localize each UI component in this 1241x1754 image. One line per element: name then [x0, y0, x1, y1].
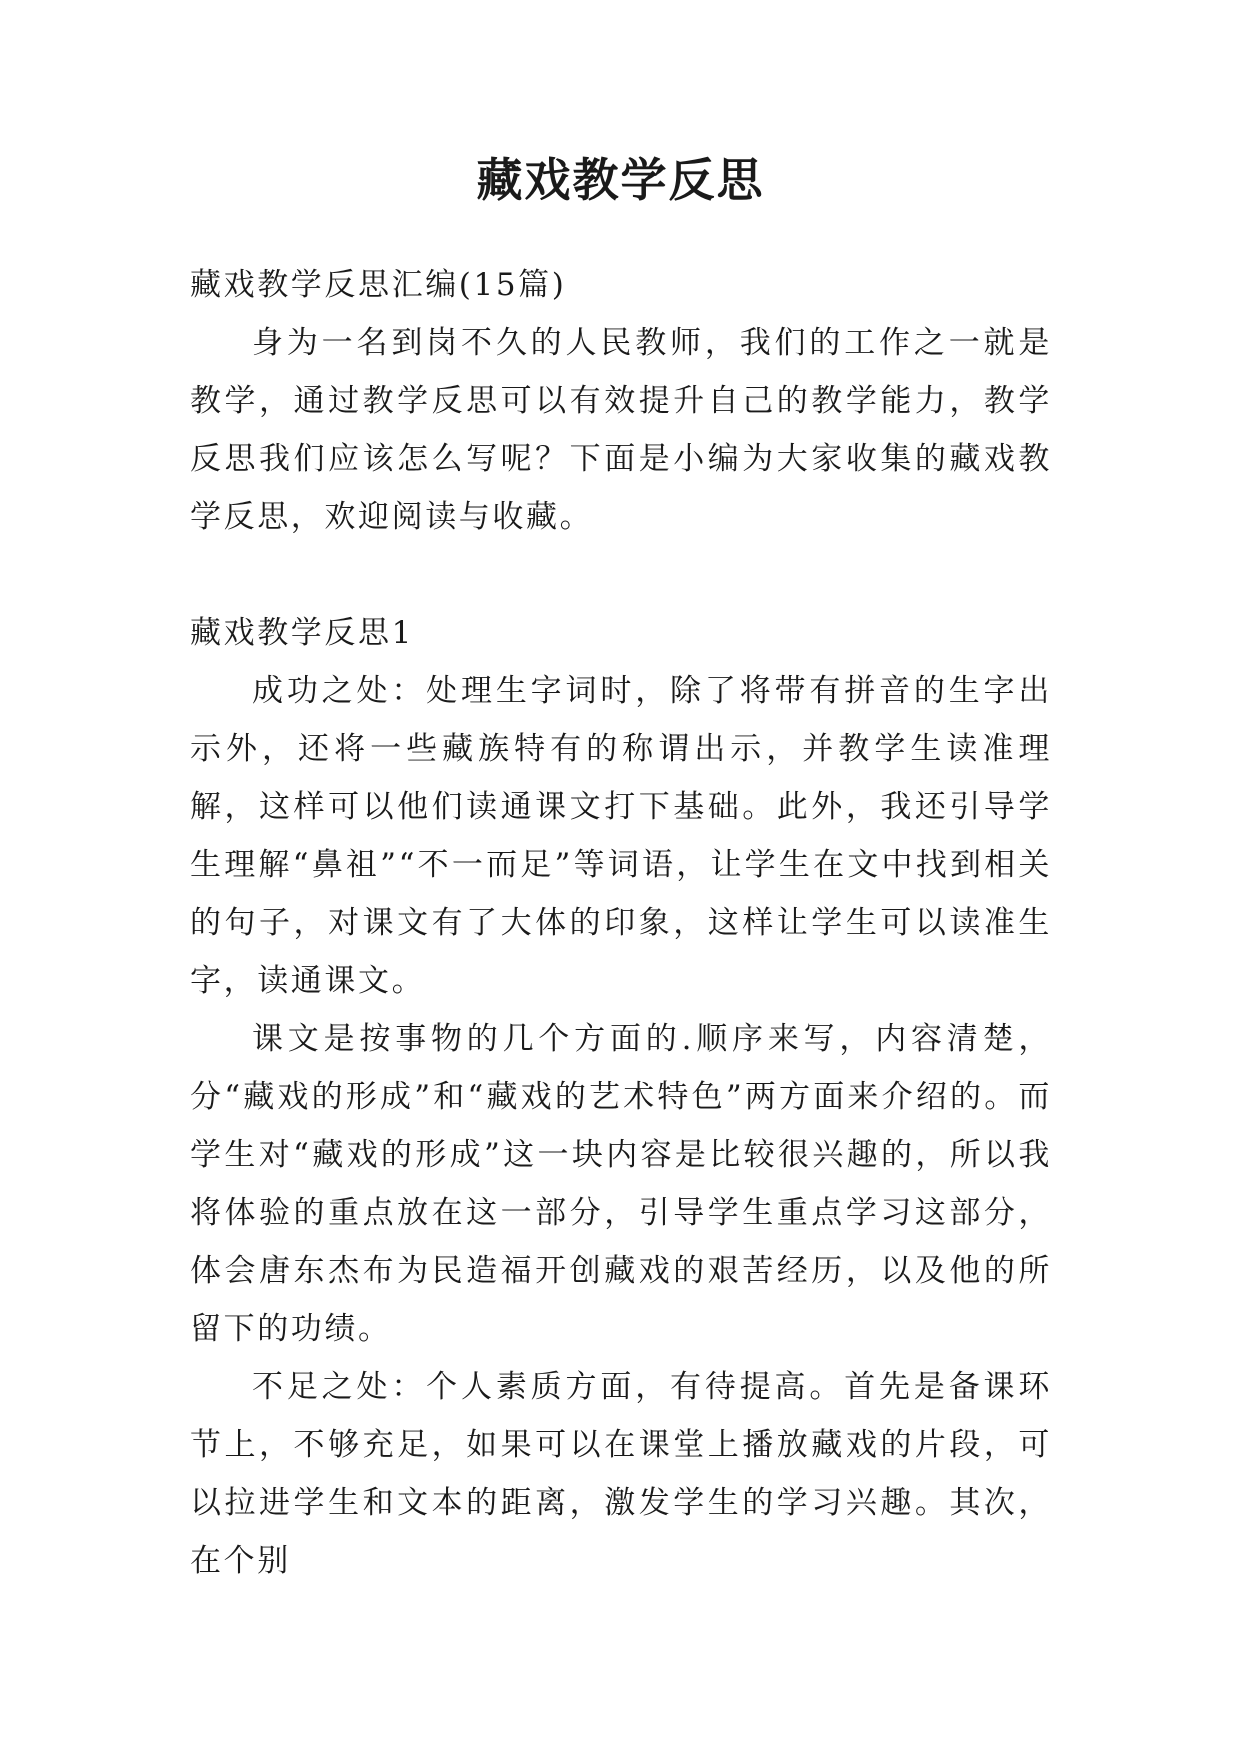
body-paragraph: 不足之处：个人素质方面，有待提高。首先是备课环节上，不够充足，如果可以在课堂上播放藏戏的片段，可以拉进学生和文本的距离，激发学生的学习兴趣。其次，在个别 [190, 1369, 1052, 1579]
section-heading: 藏戏教学反思1 [190, 615, 414, 651]
document-body [190, 256, 1052, 1590]
body-paragraph: 课文是按事物的几个方面的.顺序来写，内容清楚，分“藏戏的形成”和“藏戏的艺术特色”两方面来介绍的。而学生对“藏戏的形成”这一块内容是比较很兴趣的，所以我将体验的重点放在这一部分，引导学生重点学习这部分，体会唐东杰布为民造福开创藏戏的艰苦经历，以及他的所留下的功绩。 [190, 1021, 1052, 1347]
section-spacer [190, 546, 1052, 604]
body-paragraph: 成功之处：处理生字词时，除了将带有拼音的生字出示外，还将一些藏族特有的称谓出示，并教学生读准理解，这样可以他们读通课文打下基础。此外，我还引导学生理解“鼻祖”“不一而足”等词语，让学生在文中找到相关的句子，对课文有了大体的印象，这样让学生可以读准生字，读通课文。 [190, 673, 1052, 999]
intro-paragraph: 身为一名到岗不久的人民教师，我们的工作之一就是教学，通过教学反思可以有效提升自己的教学能力，教学反思我们应该怎么写呢？下面是小编为大家收集的藏戏教学反思，欢迎阅读与收藏。 [190, 325, 1052, 535]
collection-heading: 藏戏教学反思汇编(15篇) [190, 267, 567, 303]
document-title: 藏戏教学反思 [476, 153, 765, 207]
